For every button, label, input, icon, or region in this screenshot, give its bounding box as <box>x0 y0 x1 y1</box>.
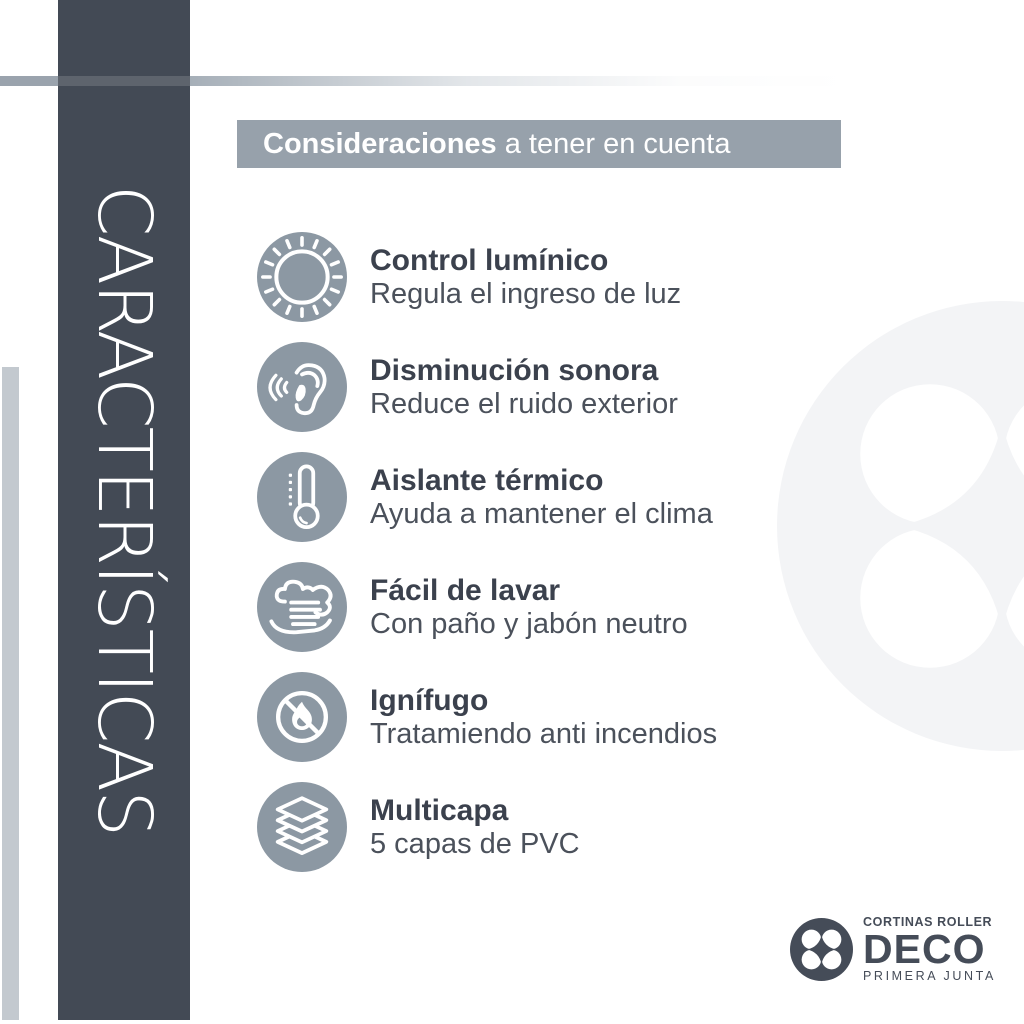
feature-title: Disminución sonora <box>370 353 659 387</box>
top-accent-band <box>0 76 850 86</box>
feature-row-thermal <box>257 452 897 542</box>
feature-icon-circle <box>257 672 347 762</box>
logo-line-top: CORTINAS ROLLER <box>863 915 993 929</box>
feature-title: Aislante térmico <box>370 463 604 497</box>
header-bold-text: Consideraciones <box>263 128 497 160</box>
layers-icon <box>257 782 347 872</box>
logo-name: DECO <box>863 926 986 972</box>
deco-logo-mark-icon <box>790 918 853 981</box>
feature-row-fireproof <box>257 672 897 762</box>
header-regular-text: a tener en cuenta <box>496 128 731 160</box>
left-accent-strip <box>2 367 19 1020</box>
no-fire-icon <box>257 672 347 762</box>
feature-icon-circle <box>257 562 347 652</box>
feature-subtitle: Regula el ingreso de luz <box>370 277 682 310</box>
ear-icon <box>257 342 347 432</box>
feature-row-multilayer <box>257 782 897 872</box>
feature-row-sound <box>257 342 897 432</box>
feature-title: Fácil de lavar <box>370 573 561 607</box>
feature-icon-circle <box>257 452 347 542</box>
feature-row-light-control <box>257 232 897 322</box>
feature-icon-circle <box>257 782 347 872</box>
feature-subtitle: Ayuda a mantener el clima <box>370 497 713 530</box>
feature-subtitle: Tratamiendo anti incendios <box>370 717 718 750</box>
feature-subtitle: 5 capas de PVC <box>370 827 580 860</box>
feature-subtitle: Con paño y jabón neutro <box>370 607 688 640</box>
feature-title: Multicapa <box>370 793 509 827</box>
feature-title: Control lumínico <box>370 243 609 277</box>
page-title-vertical: CARACTERÍSTICAS <box>81 184 167 836</box>
feature-title: Ignífugo <box>370 683 489 717</box>
deco-logo <box>790 915 996 983</box>
thermometer-icon <box>257 452 347 542</box>
considerations-header <box>237 120 841 168</box>
feature-icon-circle <box>257 232 347 322</box>
hand-wash-icon <box>257 562 347 652</box>
logo-line-bottom: PRIMERA JUNTA <box>863 969 996 983</box>
feature-row-wash <box>257 562 897 652</box>
feature-icon-circle <box>257 342 347 432</box>
feature-subtitle: Reduce el ruido exterior <box>370 387 678 420</box>
sun-icon <box>257 232 347 322</box>
